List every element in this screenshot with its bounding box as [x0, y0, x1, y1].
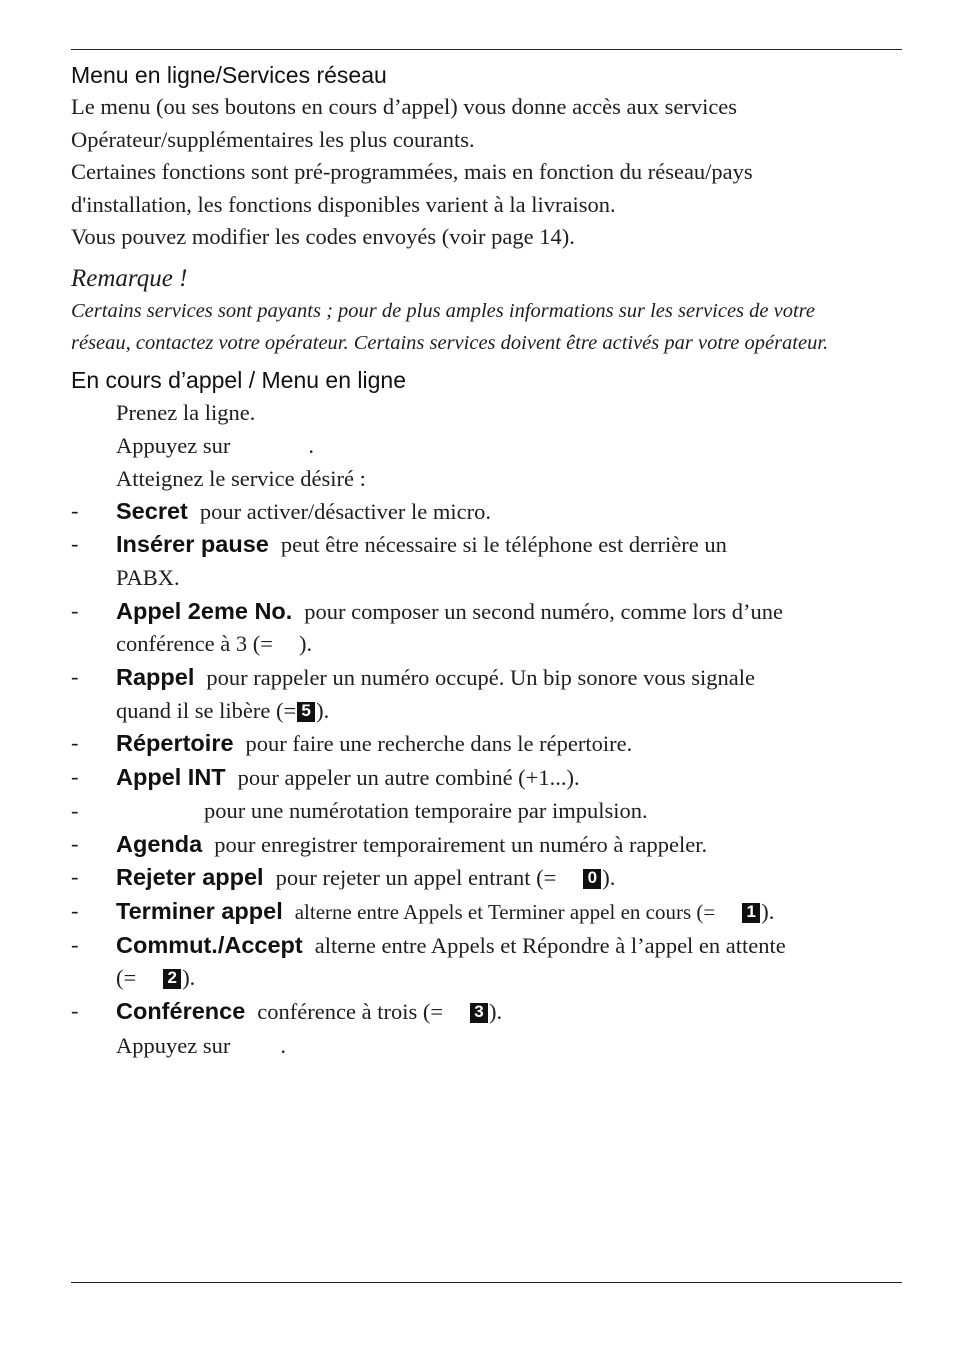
option-description: pour une numérotation temporaire par impulsion. — [204, 797, 648, 823]
option-description-end: ). — [298, 631, 313, 657]
step-take-line: Prenez la ligne. — [116, 399, 256, 425]
option-label: Commut./Accept — [116, 931, 303, 958]
key-0-icon: 0 — [583, 869, 601, 889]
section-heading-call: En cours d’appel / Menu en ligne — [71, 366, 406, 393]
option-label: Terminer appel — [116, 897, 283, 924]
list-dash: - — [71, 998, 79, 1024]
step-press-label: Appuyez sur — [116, 1032, 231, 1058]
list-item-pulse — [71, 795, 906, 828]
intro-line-1: Le menu (ou ses boutons en cours d’appel) vous donne accès aux services — [71, 94, 738, 119]
step-period: . — [280, 1032, 286, 1058]
option-label: Répertoire — [116, 730, 234, 757]
remark-line-1: Certains services sont payants ; pour de plus amples informations sur les services de votre — [71, 299, 815, 322]
list-dash: - — [71, 764, 79, 790]
list-dash: - — [71, 497, 79, 523]
key-5-icon: 5 — [297, 702, 315, 722]
list-item-second-number — [71, 595, 906, 661]
step-reach-service: Atteignez le service désiré : — [116, 465, 366, 491]
list-item-secret — [71, 495, 906, 529]
list-dash: - — [71, 897, 79, 923]
list-dash: - — [71, 931, 79, 957]
intro-line-2: Opérateur/supplémentaires les plus courants. — [71, 126, 475, 152]
list-item-reject — [71, 861, 906, 895]
option-description-end: ). — [761, 898, 775, 924]
option-description: pour faire une recherche dans le répertoire. — [245, 731, 633, 757]
section-heading-services: Menu en ligne/Services réseau — [71, 62, 387, 88]
option-description-end: ). — [489, 999, 503, 1025]
list-item-switch — [71, 929, 906, 995]
option-description: pour activer/désactiver le micro. — [199, 498, 491, 524]
list-dash: - — [71, 830, 79, 856]
intro-line-4: d'installation, les fonctions disponibles varient à la livraison. — [71, 191, 616, 217]
list-item-rappel — [71, 661, 906, 727]
option-description: pour composer un second numéro, comme lors d’une — [304, 598, 783, 624]
list-item-pause — [71, 528, 906, 594]
option-description: pour enregistrer temporairement un numéro à rappeler. — [214, 831, 708, 857]
option-description-cont: (= — [116, 965, 137, 991]
option-description: pour rappeler un numéro occupé. Un bip sonore vous signale — [206, 665, 755, 691]
list-dash: - — [71, 597, 79, 623]
page-content — [71, 59, 906, 1062]
key-2-icon: 2 — [163, 969, 181, 989]
option-description: alterne entre Appels et Terminer appel en cours (= — [294, 899, 716, 924]
option-label: Insérer pause — [116, 531, 269, 558]
step-press-end — [71, 1029, 906, 1062]
option-label: Appel 2eme No. — [116, 597, 293, 624]
list-dash: - — [71, 864, 79, 890]
option-description-cont: quand il se libère (= — [116, 697, 297, 723]
step-press-menu — [71, 429, 906, 462]
option-label: Appel INT — [116, 764, 226, 791]
option-description: conférence à trois (= — [257, 999, 444, 1025]
option-description: alterne entre Appels et Répondre à l’appel en attente — [314, 932, 786, 958]
list-dash: - — [71, 730, 79, 756]
list-item-conference — [71, 995, 906, 1029]
key-1-icon: 1 — [742, 903, 760, 923]
option-description: pour rejeter un appel entrant (= — [275, 865, 557, 891]
option-label: Secret — [116, 497, 188, 524]
option-description-end: ). — [316, 697, 330, 723]
intro-line-5: Vous pouvez modifier les codes envoyés (voir page 14). — [71, 224, 575, 249]
remark-title: Remarque ! — [71, 264, 188, 292]
list-item-repertoire — [71, 727, 906, 761]
option-description: peut être nécessaire si le téléphone est derrière un — [280, 532, 727, 558]
option-label: Conférence — [116, 998, 246, 1025]
list-dash: - — [71, 664, 79, 690]
option-description-end: ). — [182, 965, 196, 991]
list-item-agenda — [71, 828, 906, 862]
step-press-label: Appuyez sur — [116, 432, 231, 458]
key-3-icon: 3 — [470, 1003, 488, 1023]
option-label: Rappel — [116, 664, 195, 691]
list-item-int — [71, 761, 906, 795]
option-label: Agenda — [116, 830, 203, 857]
list-dash: - — [71, 531, 79, 557]
list-item-end-call — [71, 895, 906, 929]
list-dash: - — [71, 797, 79, 823]
remark-line-2: réseau, contactez votre opérateur. Certains services doivent être activés par votre opérateur. — [71, 332, 829, 354]
bottom-rule — [71, 1282, 902, 1283]
option-description-cont: PABX. — [116, 564, 180, 590]
step-period: . — [308, 432, 314, 458]
option-label: Rejeter appel — [116, 864, 264, 891]
option-description-end: ). — [602, 865, 616, 891]
intro-line-3: Certaines fonctions sont pré-programmées, mais en fonction du réseau/pays — [71, 159, 753, 184]
option-description: pour appeler un autre combiné (+1...). — [237, 765, 580, 791]
option-description-cont: conférence à 3 (= — [116, 631, 273, 657]
top-rule — [71, 49, 902, 50]
